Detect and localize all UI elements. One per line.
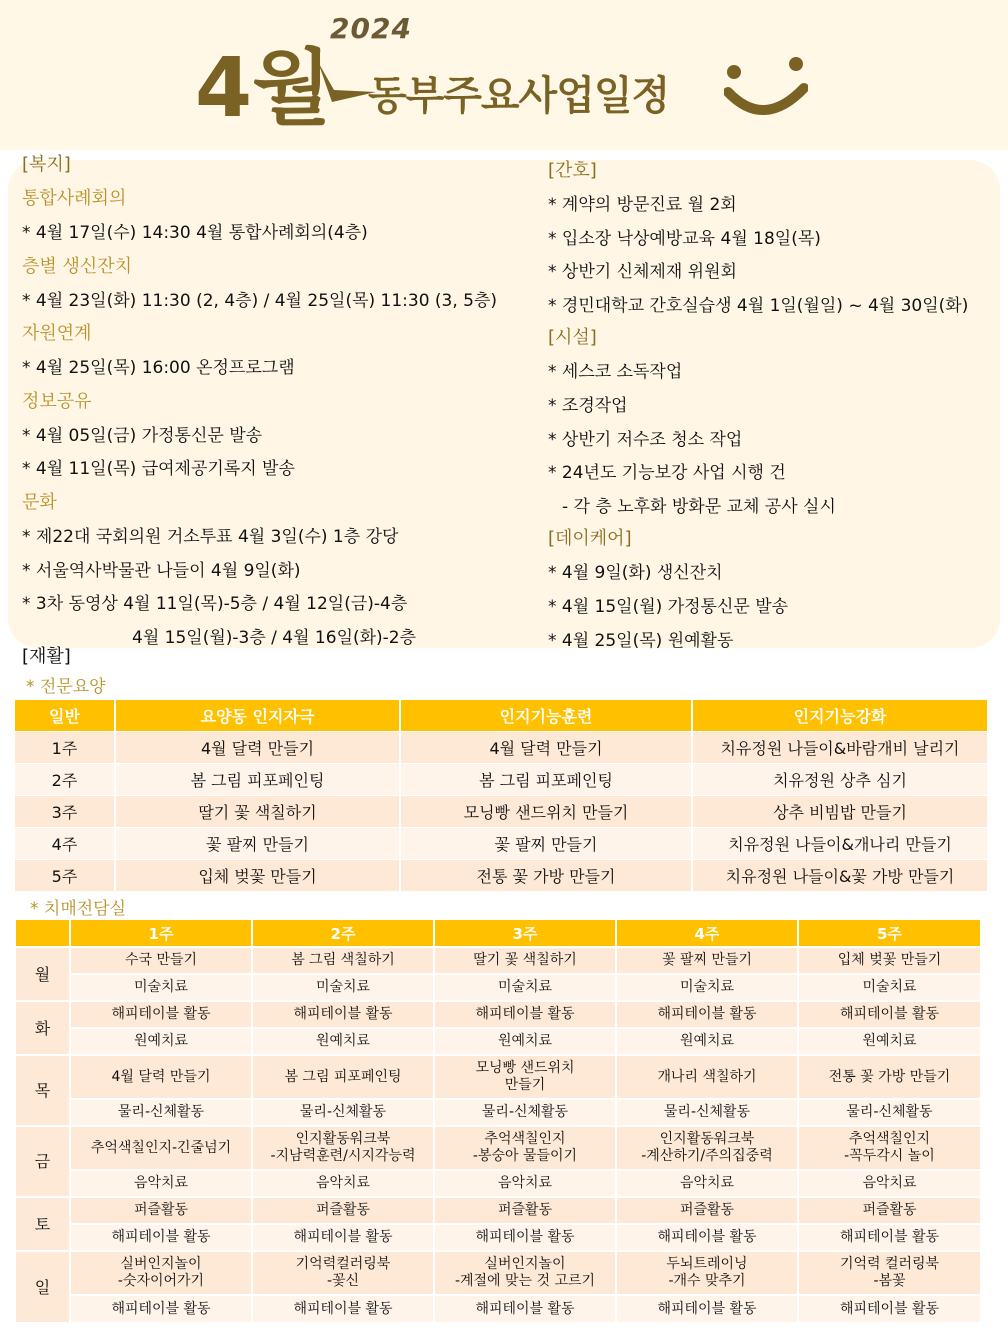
table-cell: 음악치료 xyxy=(798,1170,981,1197)
table-cell: 추억색칠인지 -꼭두각시 놀이 xyxy=(798,1126,981,1170)
table-cell: 딸기 꽃 색칠하기 xyxy=(434,947,616,974)
schedule-line: * 4월 25일(목) 원예활동 xyxy=(548,630,734,651)
group-title: 문화 xyxy=(22,491,57,513)
day-label: 월 xyxy=(16,947,70,1001)
table-cell: 해피테이블 활동 xyxy=(252,1001,434,1028)
table-row xyxy=(15,731,988,763)
right-sections xyxy=(548,156,998,658)
dementia-header-row xyxy=(16,920,981,947)
table-cell: 치유정원 나들이&개나리 만들기 xyxy=(692,827,988,859)
table-cell: 수국 만들기 xyxy=(70,947,252,974)
table-row xyxy=(16,1170,981,1197)
table-cell: 원예치료 xyxy=(70,1028,252,1055)
table-cell: 봄 그림 색칠하기 xyxy=(252,947,434,974)
table-cell: 봄 그림 피포페인팅 xyxy=(252,1055,434,1099)
table-cell: 추억색칠인지 -봉숭아 물들이기 xyxy=(434,1126,616,1170)
header-banner xyxy=(0,0,1008,150)
table-row xyxy=(16,1224,981,1251)
table-cell: 음악치료 xyxy=(616,1170,798,1197)
schedule-line: * 상반기 신체제재 위원회 xyxy=(548,262,737,283)
table-cell: 미술치료 xyxy=(798,974,981,1001)
table-cell: 해피테이블 활동 xyxy=(616,1001,798,1028)
table-cell: 치유정원 상추 심기 xyxy=(692,763,988,795)
day-label: 목 xyxy=(16,1055,70,1126)
column-header: 일반 xyxy=(15,700,115,731)
table-row xyxy=(16,1295,981,1322)
group-title: 층별 생신잔치 xyxy=(22,255,133,277)
section-heading: [간호] xyxy=(548,160,597,181)
table-cell: 치유정원 나들이&꽃 가방 만들기 xyxy=(692,859,988,891)
column-header: 1주 xyxy=(70,920,252,947)
schedule-line: * 4월 15일(월) 가정통신문 발송 xyxy=(548,596,789,617)
table-cell: 1주 xyxy=(15,731,115,763)
table-cell: 5주 xyxy=(15,859,115,891)
column-header: 4주 xyxy=(616,920,798,947)
table-cell: 퍼즐활동 xyxy=(252,1197,434,1224)
column-header xyxy=(16,920,70,947)
table-cell: 해피테이블 활동 xyxy=(70,1001,252,1028)
table-cell: 치유정원 나들이&바람개비 날리기 xyxy=(692,731,988,763)
schedule-line: * 서울역사박물관 나들이 4월 9일(화) xyxy=(22,560,301,581)
table-row xyxy=(15,795,988,827)
table-cell: 해피테이블 활동 xyxy=(252,1224,434,1251)
table-cell: 해피테이블 활동 xyxy=(70,1224,252,1251)
column-header: 인지기능훈련 xyxy=(400,700,692,731)
table-cell: 미술치료 xyxy=(616,974,798,1001)
smile-icon xyxy=(724,52,808,122)
column-header: 인지기능강화 xyxy=(692,700,988,731)
day-label: 일 xyxy=(16,1251,70,1322)
table-row xyxy=(16,1001,981,1028)
dementia-table xyxy=(16,920,982,1322)
table-cell: 미술치료 xyxy=(252,974,434,1001)
rehab-subheading: * 전문요양 xyxy=(26,677,106,697)
table-cell: 입체 벚꽃 만들기 xyxy=(798,947,981,974)
table-cell: 전통 꽃 가방 만들기 xyxy=(798,1055,981,1099)
schedule-line: * 입소장 낙상예방교육 4월 18일(목) xyxy=(548,228,821,249)
table-cell: 실버인지놀이 -계절에 맞는 것 고르기 xyxy=(434,1251,616,1295)
table-cell: 봄 그림 피포페인팅 xyxy=(115,763,400,795)
column-header: 5주 xyxy=(798,920,981,947)
table-cell: 음악치료 xyxy=(434,1170,616,1197)
table-cell: 물리-신체활동 xyxy=(434,1099,616,1126)
year-label: 2024 xyxy=(330,12,412,45)
month-label: 4월 xyxy=(195,41,332,136)
table-row xyxy=(16,1126,981,1170)
table-row xyxy=(16,974,981,1001)
table-cell: 퍼즐활동 xyxy=(616,1197,798,1224)
table-cell: 꽃 팔찌 만들기 xyxy=(400,827,692,859)
table-cell: 퍼즐활동 xyxy=(798,1197,981,1224)
section-heading: [데이케어] xyxy=(548,528,632,550)
day-label: 금 xyxy=(16,1126,70,1197)
table-row xyxy=(15,859,988,891)
table-cell: 딸기 꽃 색칠하기 xyxy=(115,795,400,827)
table-cell: 물리-신체활동 xyxy=(70,1099,252,1126)
section-heading: [복지] xyxy=(22,154,71,175)
table-cell: 음악치료 xyxy=(70,1170,252,1197)
rehab-header-row xyxy=(15,700,988,731)
table-cell: 해피테이블 활동 xyxy=(798,1001,981,1028)
table-row xyxy=(16,1055,981,1099)
day-label: 화 xyxy=(16,1001,70,1055)
table-row xyxy=(16,1197,981,1224)
table-cell: 해피테이블 활동 xyxy=(616,1224,798,1251)
table-cell: 퍼즐활동 xyxy=(70,1197,252,1224)
table-cell: 꽃 팔찌 만들기 xyxy=(115,827,400,859)
table-row xyxy=(16,1251,981,1295)
table-cell: 해피테이블 활동 xyxy=(252,1295,434,1322)
group-title: 정보공유 xyxy=(22,390,92,412)
table-cell: 실버인지놀이 -숫자이어가기 xyxy=(70,1251,252,1295)
schedule-line: * 경민대학교 간호실습생 4월 1일(월일) ~ 4월 30일(화) xyxy=(548,295,969,316)
table-cell: 원예치료 xyxy=(252,1028,434,1055)
table-cell: 전통 꽃 가방 만들기 xyxy=(400,859,692,891)
schedule-line: * 4월 11일(목) 급여제공기록지 발송 xyxy=(22,459,295,480)
schedule-line: * 세스코 소독작업 xyxy=(548,362,683,383)
table-cell: 4월 달력 만들기 xyxy=(400,731,692,763)
dementia-heading: * 치매전담실 xyxy=(30,899,127,919)
schedule-line: * 4월 17일(수) 14:30 4월 통합사례회의(4층) xyxy=(22,223,368,243)
table-cell: 두뇌트레이닝 -개수 맞추기 xyxy=(616,1251,798,1295)
table-cell: 3주 xyxy=(15,795,115,827)
table-cell: 인지활동워크북 -지남력훈련/시지각능력 xyxy=(252,1126,434,1170)
table-cell: 해피테이블 활동 xyxy=(70,1295,252,1322)
rehab-table xyxy=(15,700,989,891)
table-cell: 해피테이블 활동 xyxy=(798,1224,981,1251)
schedule-line: * 4월 9일(화) 생신잔치 xyxy=(548,563,723,584)
table-cell: 모닝빵 샌드위치 만들기 xyxy=(400,795,692,827)
table-cell: 해피테이블 활동 xyxy=(798,1295,981,1322)
section-heading: [시설] xyxy=(548,327,597,349)
table-cell: 인지활동워크북 -계산하기/주의집중력 xyxy=(616,1126,798,1170)
rehab-heading: [재활] xyxy=(22,646,71,667)
table-cell: 해피테이블 활동 xyxy=(616,1295,798,1322)
schedule-line: 4월 15일(월)-3층 / 4월 16일(화)-2층 xyxy=(132,627,417,648)
table-cell: 모닝빵 샌드위치 만들기 xyxy=(434,1055,616,1099)
table-row xyxy=(15,827,988,859)
table-cell: 4월 달력 만들기 xyxy=(115,731,400,763)
table-cell: 4월 달력 만들기 xyxy=(70,1055,252,1099)
table-cell: 해피테이블 활동 xyxy=(434,1224,616,1251)
table-cell: 개나리 색칠하기 xyxy=(616,1055,798,1099)
table-cell: 상추 비빔밥 만들기 xyxy=(692,795,988,827)
schedule-line: * 4월 25일(목) 16:00 온정프로그램 xyxy=(22,358,295,379)
table-cell: 꽃 팔찌 만들기 xyxy=(616,947,798,974)
schedule-line: - 각 층 노후화 방화문 교체 공사 실시 xyxy=(562,496,836,517)
table-cell: 물리-신체활동 xyxy=(616,1099,798,1126)
table-row xyxy=(16,1099,981,1126)
schedule-line: * 조경작업 xyxy=(548,395,628,416)
day-label: 토 xyxy=(16,1197,70,1251)
column-header: 3주 xyxy=(434,920,616,947)
table-row xyxy=(16,1028,981,1055)
table-cell: 미술치료 xyxy=(434,974,616,1001)
schedule-line: * 상반기 저수조 청소 작업 xyxy=(548,429,743,450)
table-cell: 기억력컬러링북 -꽃신 xyxy=(252,1251,434,1295)
table-cell: 해피테이블 활동 xyxy=(434,1295,616,1322)
table-cell: 퍼즐활동 xyxy=(434,1197,616,1224)
schedule-line: * 3차 동영상 4월 11일(목)-5층 / 4월 12일(금)-4층 xyxy=(22,594,408,615)
schedule-line: * 4월 23일(화) 11:30 (2, 4층) / 4월 25일(목) 11:30 (3, 5층) xyxy=(22,290,498,311)
column-header: 2주 xyxy=(252,920,434,947)
group-title: 자원연계 xyxy=(22,323,92,345)
table-cell: 물리-신체활동 xyxy=(798,1099,981,1126)
table-cell: 미술치료 xyxy=(70,974,252,1001)
table-cell: 해피테이블 활동 xyxy=(434,1001,616,1028)
table-cell: 4주 xyxy=(15,827,115,859)
table-cell: 입체 벚꽃 만들기 xyxy=(115,859,400,891)
table-cell: 음악치료 xyxy=(252,1170,434,1197)
table-cell: 기억력 컬러링북 -봄꽃 xyxy=(798,1251,981,1295)
table-cell: 물리-신체활동 xyxy=(252,1099,434,1126)
page-title: 동부주요사업일정 xyxy=(368,73,670,119)
table-cell: 봄 그림 피포페인팅 xyxy=(400,763,692,795)
schedule-line: * 제22대 국회의원 거소투표 4월 3일(수) 1층 강당 xyxy=(22,526,399,547)
column-header: 요양동 인지자극 xyxy=(115,700,400,731)
table-cell: 원예치료 xyxy=(434,1028,616,1055)
table-cell: 추억색칠인지-긴줄넘기 xyxy=(70,1126,252,1170)
schedule-line: * 4월 05일(금) 가정통신문 발송 xyxy=(22,425,263,446)
table-cell: 원예치료 xyxy=(616,1028,798,1055)
schedule-line: * 24년도 기능보강 사업 시행 건 xyxy=(548,463,786,484)
table-row xyxy=(15,763,988,795)
group-title: 통합사례회의 xyxy=(22,188,127,209)
table-cell: 2주 xyxy=(15,763,115,795)
welfare-section xyxy=(22,150,542,655)
schedule-line: * 계약의 방문진료 월 2회 xyxy=(548,195,737,215)
table-cell: 원예치료 xyxy=(798,1028,981,1055)
table-row xyxy=(16,947,981,974)
